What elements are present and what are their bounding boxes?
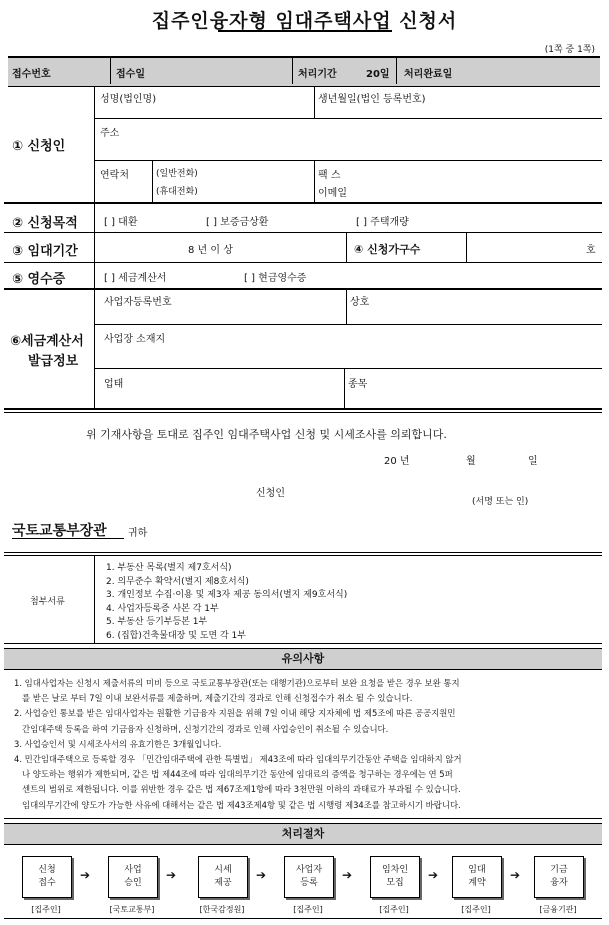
phone-general-field[interactable]: (일반전화) — [156, 169, 198, 179]
arrow-right-icon: ➔ — [166, 868, 177, 882]
process-step-line2: 모집 — [386, 878, 404, 888]
receipt-date-label: 접수일 — [116, 69, 145, 80]
email-field[interactable]: 이메일 — [318, 188, 347, 199]
note-line: 센트의 범위로 제한됩니다. 이를 위반한 경우 같은 법 제67조제1항에 따라 3천만원 이하의 과태료가 부과될 수 있습니다. — [14, 784, 461, 795]
address-field[interactable]: 주소 — [100, 128, 120, 139]
arrow-right-icon: ➔ — [342, 868, 353, 882]
arrow-right-icon: ➔ — [80, 868, 91, 882]
receipt-tax-invoice-checkbox[interactable]: [ ] 세금계산서 — [104, 273, 167, 284]
purpose-improvement-checkbox[interactable]: [ ] 주택개량 — [356, 217, 409, 228]
form-title: 집주인융자형 임대주택사업 신청서 — [151, 10, 458, 32]
process-step-line2: 승인 — [124, 878, 142, 888]
receipt-section-label: ⑤ 영수증 — [12, 272, 66, 287]
note-line: 2. 사업승인 통보를 받은 임대사업자는 원활한 기금융자 지원을 위해 7일 이내 해당 지자체에 법 제5조에 따른 공공지원민 — [14, 708, 456, 719]
fax-field[interactable]: 팩 스 — [318, 170, 341, 181]
processing-period-label: 처리기간 — [298, 69, 337, 80]
applicant-sign-label: 신청인 — [256, 488, 285, 499]
process-step-line1: 사업 — [124, 865, 142, 875]
process-title: 처리절차 — [281, 827, 325, 840]
business-item-field[interactable]: 종목 — [348, 379, 368, 390]
note-line: 임대의무기간에 양도가 가능한 사유에 대해서는 같은 법 제43조제4항 및 같은 법 시행령 제34조를 참고하시기 바랍니다. — [14, 799, 461, 810]
title-underline — [218, 30, 392, 32]
note-line: 4. 민간임대주택으로 등록할 경우 「민간임대주택에 관한 특별법」 제43조에 따라 임대의무기간동안 주택을 임대하지 않거 — [14, 754, 462, 764]
receipt-number-label: 접수번호 — [12, 69, 51, 80]
process-step-box — [370, 856, 420, 898]
signature-field[interactable]: (서명 또는 인) — [472, 497, 529, 507]
date-day[interactable]: 일 — [528, 456, 538, 467]
phone-mobile-field[interactable]: (휴대전화) — [156, 187, 198, 197]
arrow-right-icon: ➔ — [428, 868, 439, 882]
receipt-cash-checkbox[interactable]: [ ] 현금영수증 — [244, 273, 307, 284]
process-step-box — [22, 856, 72, 898]
attachment-item: 5. 부동산 등기부등본 1부 — [106, 617, 208, 627]
attachment-item: 6. (집합)건축물대장 및 도면 각 1부 — [106, 630, 246, 641]
process-step-actor: [금융기관] — [539, 905, 577, 914]
process-step-box — [108, 856, 158, 898]
process-header — [4, 823, 602, 845]
note-line: 3. 사업승인서 및 시세조사서의 유효기한은 3개월입니다. — [14, 738, 222, 749]
attachment-item: 2. 의무준수 확약서(별지 제8호서식) — [106, 576, 249, 587]
households-label: ④ 신청가구수 — [354, 243, 421, 256]
birth-date-field[interactable]: 생년월일(법인 등록번호) — [318, 94, 426, 105]
note-line: 간임대주택 등록을 하여 기금융자 신청하며, 신청기간의 경과로 인해 사업승인이 취소될 수 있습니다. — [14, 723, 389, 734]
declaration-text: 위 기재사항을 토대로 집주인 임대주택사업 신청 및 시세조사를 의뢰합니다. — [86, 428, 447, 441]
process-step-line2: 계약 — [468, 878, 486, 888]
process-step-line1: 시세 — [214, 865, 232, 875]
date-month[interactable]: 월 — [466, 456, 476, 467]
process-step-actor: [국토교통부] — [109, 905, 155, 914]
attachment-item: 4. 사업자등록증 사본 각 1부 — [106, 603, 219, 614]
process-step-actor: [집주인] — [293, 905, 323, 914]
name-field[interactable]: 성명(법인명) — [100, 94, 157, 105]
process-step-line2: 접수 — [38, 878, 56, 888]
process-step-actor: [한국감정원] — [199, 905, 245, 914]
process-step-actor: [집주인] — [461, 905, 491, 914]
completion-date-label: 처리완료일 — [404, 69, 453, 80]
process-step-line1: 사업자 — [295, 865, 323, 875]
arrow-right-icon: ➔ — [510, 868, 521, 882]
business-type-field[interactable]: 업태 — [104, 379, 124, 390]
arrow-right-icon: ➔ — [256, 868, 267, 882]
trade-name-field[interactable]: 상호 — [350, 297, 370, 308]
date-year[interactable]: 20 년 — [384, 456, 410, 467]
process-step-box — [284, 856, 334, 898]
recipient-suffix: 귀하 — [128, 528, 148, 539]
processing-header — [8, 56, 600, 87]
process-step-line1: 기금 — [550, 865, 568, 875]
business-number-field[interactable]: 사업자등록번호 — [104, 297, 172, 308]
process-step-line1: 신청 — [38, 865, 56, 875]
process-step-actor: [집주인] — [31, 905, 61, 914]
process-step-box — [198, 856, 248, 898]
attachments-label: 첨부서류 — [30, 597, 65, 607]
note-line: 1. 임대사업자는 신청시 제출서류의 미비 등으로 국토교통부장관(또는 대행기관)으로부터 보완 요청을 받은 경우 보완 통지 — [14, 678, 460, 688]
tax-section-label-1: ⑥세금계산서 — [10, 334, 84, 349]
process-step-box — [534, 856, 584, 898]
tax-section-label-2: 발급정보 — [28, 354, 79, 369]
process-step-line1: 임차인 — [381, 865, 409, 875]
attachment-item: 1. 부동산 목록(별지 제7호서식) — [106, 563, 232, 573]
processing-period-days: 20일 — [366, 69, 390, 80]
attachment-item: 3. 개인정보 수집·이용 및 제3자 제공 동의서(별지 제9호서식) — [106, 590, 348, 600]
process-step-line2: 제공 — [214, 878, 232, 888]
process-step-actor: [집주인] — [379, 905, 409, 914]
recipient-title: 국토교통부장관 — [12, 523, 107, 539]
process-step-box — [452, 856, 502, 898]
purpose-deposit-checkbox[interactable]: [ ] 보증금상환 — [206, 217, 269, 228]
applicant-section-label: ① 신청인 — [12, 139, 66, 154]
notes-title: 유의사항 — [281, 652, 325, 665]
purpose-section-label: ② 신청목적 — [12, 216, 78, 231]
households-unit: 호 — [586, 245, 596, 256]
contact-label: 연락처 — [100, 170, 129, 181]
process-step-line2: 등록 — [300, 878, 318, 888]
lease-period-value: 8 년 이 상 — [188, 245, 233, 256]
process-step-line2: 융자 — [550, 878, 568, 888]
purpose-refinance-checkbox[interactable]: [ ] 대환 — [104, 217, 138, 228]
lease-section-label: ③ 임대기간 — [12, 244, 78, 259]
process-step-line1: 임대 — [468, 865, 486, 875]
note-line: 를 받은 날로 부터 7일 이내 보완서류를 제출하며, 제출기간의 경과로 인해 신청접수가 취소 될 수 있습니다. — [14, 693, 413, 704]
business-address-field[interactable]: 사업장 소재지 — [104, 334, 166, 345]
notes-header — [4, 648, 602, 670]
note-line: 나 양도하는 행위가 제한되며, 같은 법 제44조에 따라 임대의무기간 동안에 임대료의 증액을 청구하는 경우에는 연 5퍼 — [14, 769, 453, 780]
page-number: (1쪽 중 1쪽) — [544, 45, 595, 55]
